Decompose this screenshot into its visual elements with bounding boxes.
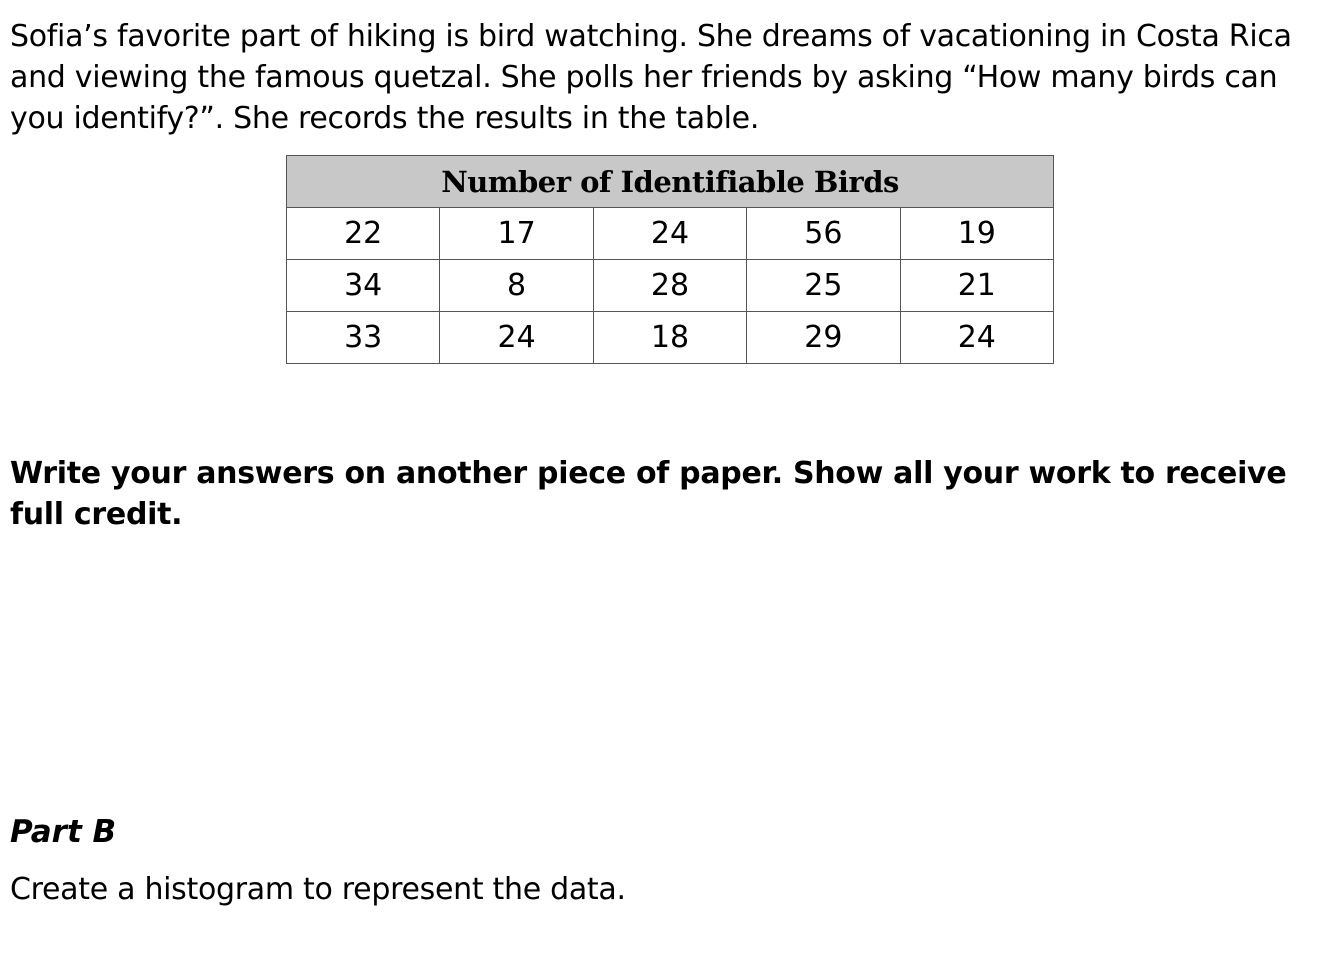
table-cell: 8 xyxy=(440,260,593,312)
part-b-heading: Part B xyxy=(10,814,117,850)
table-cell: 56 xyxy=(747,208,900,260)
table-row xyxy=(287,260,1054,312)
table-cell: 34 xyxy=(287,260,440,312)
table-cell: 24 xyxy=(900,312,1053,364)
table-cell: 24 xyxy=(440,312,593,364)
intro-paragraph: Sofia’s favorite part of hiking is bird watching. She dreams of vacationing in Costa Rica and viewing the famous quetzal. She polls her friends by asking “How many birds can you identify?”. She records the results in the table. xyxy=(10,19,1292,136)
part-b-prompt: Create a histogram to represent the data. xyxy=(10,872,626,907)
table-cell: 24 xyxy=(593,208,746,260)
table-header-row xyxy=(287,156,1054,208)
table-cell: 29 xyxy=(747,312,900,364)
table-cell: 21 xyxy=(900,260,1053,312)
birds-data-table xyxy=(286,155,1054,364)
table-row xyxy=(287,208,1054,260)
table-row xyxy=(287,312,1054,364)
instructions-text: Write your answers on another piece of paper. Show all your work to receive full credit. xyxy=(10,456,1287,532)
table-title: Number of Identifiable Birds xyxy=(287,156,1054,208)
table-cell: 25 xyxy=(747,260,900,312)
table-cell: 18 xyxy=(593,312,746,364)
table-cell: 33 xyxy=(287,312,440,364)
table-cell: 22 xyxy=(287,208,440,260)
table-cell: 28 xyxy=(593,260,746,312)
table-cell: 19 xyxy=(900,208,1053,260)
table-cell: 17 xyxy=(440,208,593,260)
